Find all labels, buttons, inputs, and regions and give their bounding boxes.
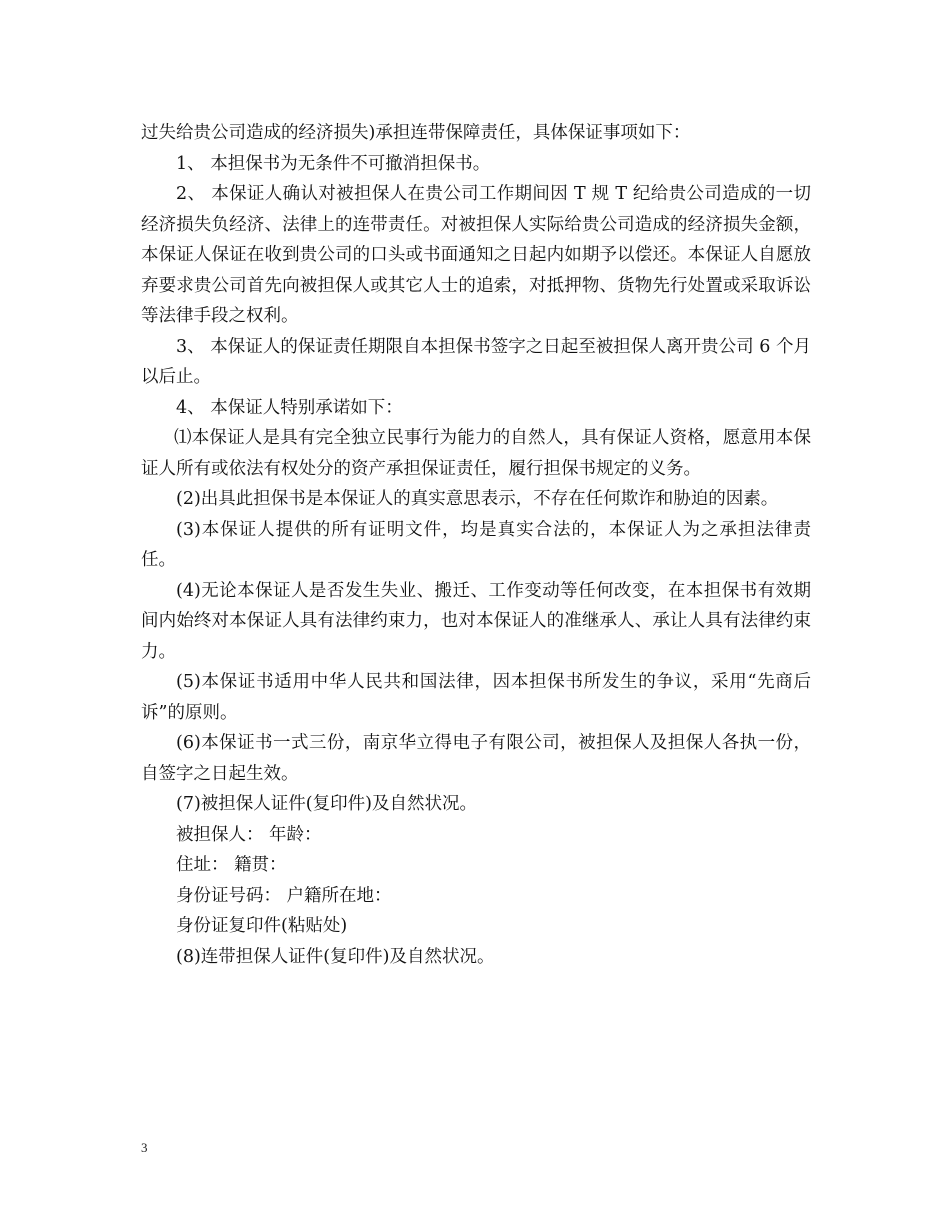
paragraph-clause-8: (8)连带担保人证件(复印件)及自然状况。 (176, 946, 495, 967)
paragraph-clause-6: (6)本保证书一式三份，南京华立得电子有限公司，被担保人及担保人各执一份，自签字之日起生效。 (141, 733, 811, 784)
paragraph-clause-5: (5)本保证书适用中华人民共和国法律，因本担保书所发生的争议，采用“先商后诉”的原则。 (141, 672, 811, 723)
field-id-copy: 身份证复印件(粘贴处) (176, 916, 348, 936)
paragraph-clause-1: ⑴本保证人是具有完全独立民事行为能力的自然人，具有保证人资格，愿意用本保证人所有或依法有权处分的资产承担保证责任，履行担保书规定的义务。 (141, 428, 811, 479)
field-id-number-residence: 身份证号码： 户籍所在地： (176, 885, 392, 906)
paragraph-item-3: 3、 本保证人的保证责任期限自本担保书签字之日起至被担保人离开贵公司 6 个月以后止。 (141, 336, 811, 387)
paragraph-continuation: 过失给贵公司造成的经济损失)承担连带保障责任，具体保证事项如下： (141, 123, 691, 143)
paragraph-clause-2: (2)出具此担保书是本保证人的真实意思表示，不存在任何欺诈和胁迫的因素。 (176, 489, 779, 509)
document-body (141, 118, 811, 972)
field-address-origin: 住址： 籍贯： (176, 855, 287, 875)
paragraph-clause-3: (3)本保证人提供的所有证明文件，均是真实合法的，本保证人为之承担法律责任。 (141, 519, 811, 570)
paragraph-item-2: 2、 本保证人确认对被担保人在贵公司工作期间因 T 规 T 纪给贵公司造成的一切经济损失负经济、法律上的连带责任。对被担保人实际给贵公司造成的经济损失金额，本保证人保证在收到贵公司的口头或书面通知之日起内如期予以偿还。本保证人自愿放弃要求贵公司首先向被担保人或其它人士的追索，对抵押物、货物先行处置或采取诉讼等法律手段之权利。 (141, 184, 811, 326)
paragraph-clause-7: (7)被担保人证件(复印件)及自然状况。 (176, 794, 477, 814)
field-guaranteed-person-age: 被担保人： 年龄： (176, 824, 322, 845)
page-number: 3 (141, 1140, 148, 1155)
paragraph-item-4: 4、 本保证人特别承诺如下： (176, 397, 403, 418)
paragraph-clause-4: (4)无论本保证人是否发生失业、搬迁、工作变动等任何改变，在本担保书有效期间内始终对本保证人具有法律约束力，也对本保证人的准继承人、承让人具有法律约束力。 (141, 580, 811, 662)
paragraph-item-1: 1、 本担保书为无条件不可撤消担保书。 (176, 153, 491, 174)
